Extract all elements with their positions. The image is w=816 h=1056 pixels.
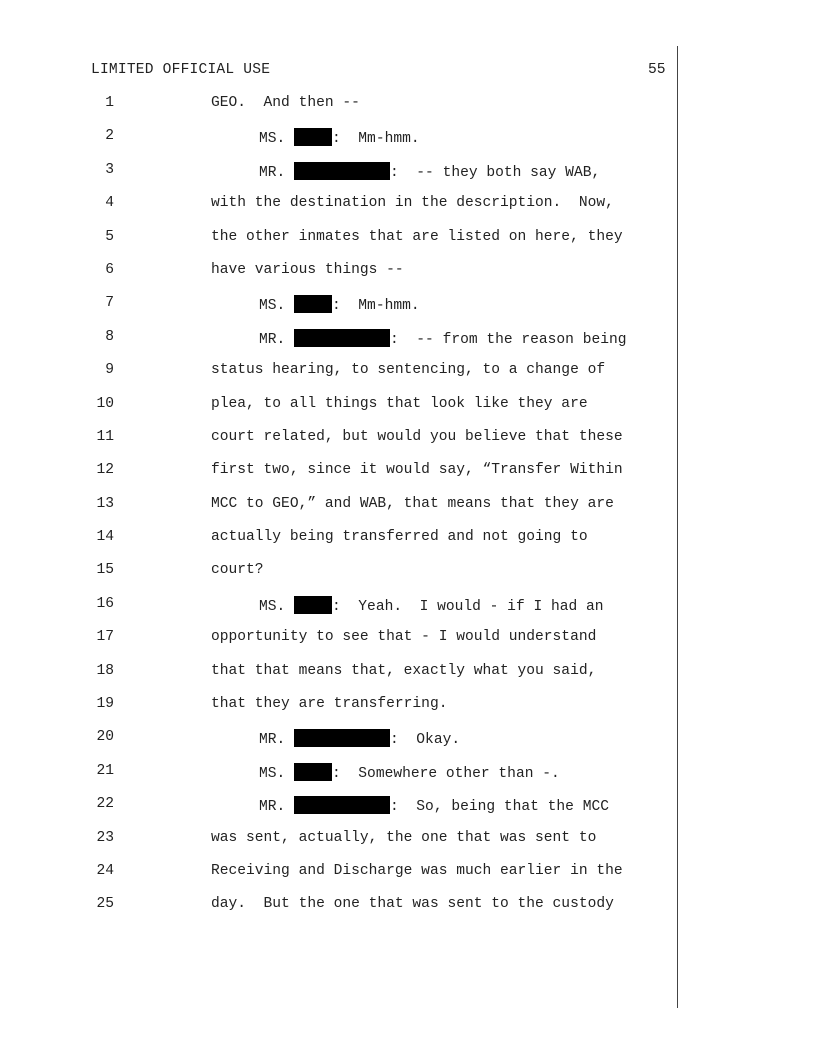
redaction-block [294, 329, 390, 347]
line-text [211, 95, 360, 111]
line-number: 12 [96, 462, 114, 479]
transcript-line [0, 462, 677, 495]
classification-header: LIMITED OFFICIAL USE [91, 62, 271, 78]
line-content: have various things -- [211, 261, 404, 278]
line-text [211, 830, 596, 846]
transcript-line [0, 629, 677, 662]
line-text [211, 429, 623, 445]
speaker-label: MR. [259, 799, 295, 816]
line-number: 6 [105, 261, 114, 278]
transcript-line [0, 429, 677, 462]
transcript-line [0, 830, 677, 863]
line-content: : Somewhere other than -. [332, 765, 560, 782]
line-content: opportunity to see that - I would understand [211, 629, 597, 646]
transcript-line [0, 396, 677, 429]
page-number: 55 [648, 62, 666, 78]
line-content: court? [211, 562, 264, 579]
line-number: 7 [105, 295, 114, 312]
redaction-block [294, 128, 332, 146]
line-text [259, 128, 420, 147]
line-number: 8 [105, 328, 114, 345]
line-content: with the destination in the description. Now, [211, 195, 614, 212]
transcript-line [0, 863, 677, 896]
redaction-block [294, 796, 390, 814]
transcript-line [0, 128, 677, 161]
line-content: was sent, actually, the one that was sent to [211, 829, 597, 846]
line-content: that that means that, exactly what you said, [211, 662, 597, 679]
transcript-line [0, 262, 677, 295]
line-number: 23 [96, 829, 114, 846]
transcript-line [0, 796, 677, 829]
transcript-line [0, 663, 677, 696]
line-number: 19 [96, 696, 114, 713]
transcript-line [0, 596, 677, 629]
transcript-line [0, 763, 677, 796]
line-content: : -- they both say WAB, [390, 164, 601, 181]
line-text [211, 696, 447, 712]
redaction-block [294, 295, 332, 313]
transcript-body [0, 95, 677, 930]
line-number: 25 [96, 896, 114, 913]
line-number: 5 [105, 228, 114, 245]
line-content: first two, since it would say, “Transfer Within [211, 462, 623, 479]
transcript-line [0, 95, 677, 128]
line-number: 1 [105, 95, 114, 111]
line-text [211, 496, 614, 512]
line-number: 17 [96, 629, 114, 646]
line-number: 15 [96, 562, 114, 579]
speaker-label: MR. [259, 732, 295, 749]
line-number: 9 [105, 362, 114, 379]
line-text [211, 562, 264, 578]
right-margin-rule [677, 46, 678, 1008]
transcript-line [0, 529, 677, 562]
line-content: day. But the one that was sent to the custody [211, 896, 614, 913]
line-text [211, 362, 605, 378]
line-content: : Mm-hmm. [332, 298, 420, 315]
line-content: that they are transferring. [211, 696, 448, 713]
line-text [211, 896, 614, 912]
transcript-line [0, 496, 677, 529]
transcript-line [0, 696, 677, 729]
redaction-block [294, 596, 332, 614]
transcript-line [0, 896, 677, 929]
line-content: court related, but would you believe that these [211, 428, 623, 445]
line-text [211, 629, 596, 645]
line-number: 14 [96, 529, 114, 546]
line-text [211, 663, 596, 679]
line-text [259, 763, 560, 782]
line-content: : So, being that the MCC [390, 799, 609, 816]
line-content: Receiving and Discharge was much earlier in the [211, 862, 623, 879]
line-text [211, 863, 623, 879]
line-text [211, 462, 623, 478]
line-content: plea, to all things that look like they are [211, 395, 588, 412]
transcript-line [0, 229, 677, 262]
line-text [259, 796, 609, 815]
transcript-line [0, 329, 677, 362]
line-text [211, 262, 404, 278]
line-text [259, 329, 627, 348]
speaker-label: MS. [259, 598, 295, 615]
line-number: 10 [96, 395, 114, 412]
line-content: : Yeah. I would - if I had an [332, 598, 604, 615]
line-number: 22 [96, 796, 114, 813]
redaction-block [294, 729, 390, 747]
line-text [211, 529, 588, 545]
line-text [259, 295, 420, 314]
speaker-label: MR. [259, 164, 295, 181]
redaction-block [294, 763, 332, 781]
line-number: 3 [105, 161, 114, 178]
transcript-line [0, 295, 677, 328]
line-text [259, 596, 604, 615]
line-content: MCC to GEO,” and WAB, that means that they are [211, 495, 614, 512]
redaction-block [294, 162, 390, 180]
line-number: 2 [105, 128, 114, 145]
line-content: : -- from the reason being [390, 331, 627, 348]
transcript-line [0, 562, 677, 595]
line-content: status hearing, to sentencing, to a change of [211, 362, 606, 379]
line-content: actually being transferred and not going to [211, 529, 588, 546]
speaker-label: MR. [259, 331, 295, 348]
line-text [259, 162, 600, 181]
line-content: : Okay. [390, 732, 461, 749]
line-number: 11 [96, 428, 114, 445]
line-text [211, 229, 623, 245]
speaker-label: MS. [259, 131, 295, 148]
line-text [211, 396, 588, 412]
line-number: 16 [96, 595, 114, 612]
transcript-line [0, 195, 677, 228]
line-number: 20 [96, 729, 114, 746]
line-number: 24 [96, 862, 114, 879]
line-content: GEO. And then -- [211, 95, 360, 111]
speaker-label: MS. [259, 765, 295, 782]
line-number: 18 [96, 662, 114, 679]
transcript-line [0, 362, 677, 395]
line-text [211, 195, 614, 211]
line-number: 4 [105, 195, 114, 212]
speaker-label: MS. [259, 298, 295, 315]
line-number: 21 [96, 762, 114, 779]
line-content: the other inmates that are listed on here, they [211, 228, 623, 245]
line-text [259, 729, 460, 748]
transcript-line [0, 162, 677, 195]
line-number: 13 [96, 495, 114, 512]
line-content: : Mm-hmm. [332, 131, 420, 148]
transcript-line [0, 729, 677, 762]
